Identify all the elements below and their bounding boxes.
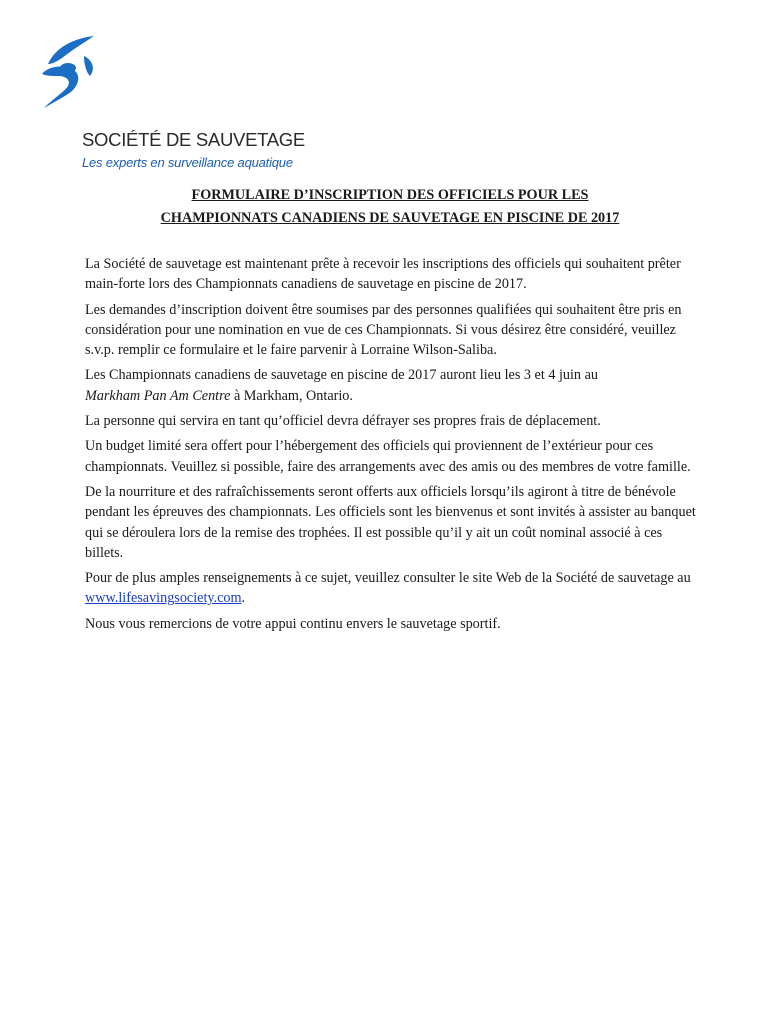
- venue-location: à Markham, Ontario.: [230, 387, 353, 404]
- info-end: .: [241, 590, 246, 607]
- info-text: Pour de plus amples renseignements à ce sujet, veuillez consulter le site Web de la Société de sauvetage au: [85, 570, 691, 587]
- document-title: [80, 184, 700, 230]
- document-body: [85, 254, 700, 639]
- title-line-1: FORMULAIRE D’INSCRIPTION DES OFFICIELS POUR LES: [191, 187, 589, 203]
- lifesaver-swimmer-icon: [38, 34, 100, 110]
- paragraph-accommodation: Un budget limité sera offert pour l’hébergement des officiels qui proviennent de l’extérieur pour ces championnats. Veuillez si possible, faire des arrangements avec des amis ou des membres de votre famille.: [85, 438, 691, 475]
- logo-tagline: Les experts en surveillance aquatique: [82, 155, 293, 170]
- title-line-2: CHAMPIONNATS CANADIENS DE SAUVETAGE EN PISCINE DE 2017: [160, 210, 620, 226]
- paragraph-food: De la nourriture et des rafraîchissements seront offerts aux officiels lorsqu’ils agiront à titre de bénévole pendant les épreuves des championnats. Les officiels sont les bienvenus et sont invités à assister au banquet qui se déroulera lors de la remise des trophées. Il est possible qu’il y ait un coût nominal associé à ces billets.: [85, 483, 696, 561]
- paragraph-travel: La personne qui servira en tant qu’officiel devra défrayer ses propres frais de déplacement.: [85, 413, 601, 430]
- paragraph-dates: [85, 365, 700, 406]
- paragraph-thanks: Nous vous remercions de votre appui continu envers le sauvetage sportif.: [85, 615, 501, 632]
- paragraph-applications: Les demandes d’inscription doivent être soumises par des personnes qualifiées qui souhaitent être pris en considération pour une nomination en vue de ces Championnats. Si vous désirez être considéré, veuillez s.v.p. remplir ce formulaire et le faire parvenir à Lorraine Wilson-Saliba.: [85, 301, 682, 359]
- venue-name: Markham Pan Am Centre: [85, 387, 231, 404]
- website-link[interactable]: www.lifesavingsociety.com: [85, 590, 242, 607]
- logo-organization-name: SOCIÉTÉ DE SAUVETAGE: [82, 129, 305, 150]
- paragraph-intro: La Société de sauvetage est maintenant prête à recevoir les inscriptions des officiels qui souhaitent prêter main-forte lors des Championnats canadiens de sauvetage en piscine de 2017.: [85, 256, 681, 293]
- dates-text: Les Championnats canadiens de sauvetage en piscine de 2017 auront lieu les 3 et 4 juin au: [85, 367, 598, 384]
- lifesaving-society-logo: [38, 34, 305, 170]
- paragraph-info: [85, 568, 700, 609]
